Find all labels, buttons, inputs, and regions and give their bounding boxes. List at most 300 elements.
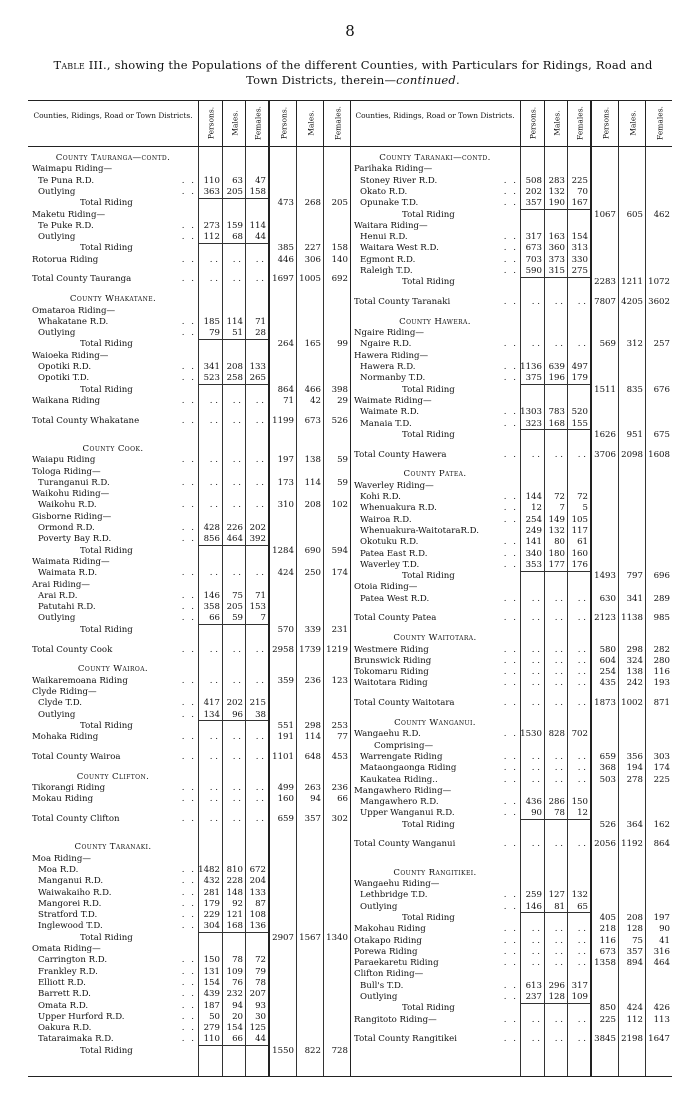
cell-males: 78 — [554, 808, 565, 819]
table-row — [28, 687, 350, 698]
table-row — [28, 294, 350, 305]
total-males: 1002 — [621, 698, 643, 709]
row-label: Tokomaru Riding — [354, 667, 429, 678]
table-row — [28, 1001, 350, 1012]
leader-dots: . . — [503, 644, 518, 655]
total-males: 236 — [304, 675, 321, 686]
cell-females: 61 — [577, 537, 588, 548]
leader-dots: . . — [503, 935, 518, 946]
table-row — [28, 865, 350, 876]
empty-cell-dots: . . — [255, 254, 264, 265]
header-persons-b: Persons. — [268, 101, 298, 146]
table-row — [28, 921, 350, 932]
cell-males: 360 — [548, 243, 565, 254]
cell-persons: 673 — [525, 243, 542, 254]
row-label: Total Riding — [402, 912, 455, 923]
row-label: Total Riding — [80, 1045, 133, 1056]
row-label: Maketu Riding— — [32, 209, 106, 220]
total-persons: 604 — [599, 655, 616, 666]
cell-persons: 131 — [203, 966, 220, 977]
row-label: Porewa Riding — [354, 946, 418, 957]
row-label: Total Riding — [402, 571, 455, 582]
empty-cell-dots: . . — [577, 678, 586, 689]
leader-dots: . . — [181, 675, 196, 686]
leader-dots: . . — [181, 534, 196, 545]
header-persons-b: Persons. — [590, 101, 620, 146]
cell-persons: 613 — [525, 980, 542, 991]
row-label: Raleigh T.D. — [360, 266, 413, 276]
right-half — [350, 101, 672, 1076]
cell-females: 87 — [255, 898, 266, 909]
row-label: Mataongaonga Riding — [360, 763, 457, 774]
table-row — [28, 1012, 350, 1023]
subtotal-rule — [198, 198, 268, 199]
table-row — [350, 255, 672, 266]
table-row — [28, 710, 350, 721]
cell-males: 68 — [232, 232, 243, 243]
table-row — [28, 1034, 350, 1045]
empty-cell-dots: . . — [209, 395, 218, 406]
empty-cell-dots: . . — [209, 500, 218, 511]
total-males: 263 — [304, 782, 321, 793]
total-males: 138 — [304, 455, 321, 466]
row-label: Manaia T.D. — [360, 418, 412, 429]
cell-males: 59 — [232, 613, 243, 624]
empty-cell-dots: . . — [232, 455, 241, 466]
leader-dots: . . — [181, 455, 196, 466]
table-row — [28, 362, 350, 373]
cell-persons: 341 — [203, 362, 220, 373]
row-label: Henui R.D. — [360, 232, 408, 243]
total-females: 728 — [331, 1045, 348, 1056]
empty-cell-dots: . . — [577, 751, 586, 762]
table-row — [350, 741, 672, 752]
row-label: Outlying — [38, 328, 76, 339]
cell-persons: 90 — [531, 808, 542, 819]
total-persons: 551 — [277, 720, 294, 731]
total-persons: 2907 — [272, 932, 294, 943]
row-label: Opunake T.D. — [360, 198, 419, 209]
cell-males: 114 — [226, 316, 243, 327]
total-persons: 424 — [277, 568, 294, 579]
leader-dots: . . — [181, 254, 196, 265]
table-row — [350, 698, 672, 709]
row-label: Ngaire R.D. — [360, 339, 412, 350]
leader-dots: . . — [181, 751, 196, 762]
row-label: Normanby T.D. — [360, 373, 426, 384]
total-females: 162 — [653, 819, 670, 830]
table-row — [28, 467, 350, 478]
total-females: 29 — [337, 395, 348, 406]
cell-persons: 508 — [525, 175, 542, 186]
total-males: 227 — [304, 243, 321, 254]
total-males: 1567 — [299, 932, 321, 943]
leader-dots: . . — [503, 254, 518, 265]
cell-males: 639 — [548, 362, 565, 373]
county-heading: County Taranaki. — [74, 842, 152, 853]
table-row — [350, 879, 672, 890]
leader-dots: . . — [503, 890, 518, 901]
table-row — [28, 396, 350, 407]
cell-females: 497 — [571, 362, 588, 373]
empty-cell-dots: . . — [577, 655, 586, 666]
table-row — [350, 232, 672, 243]
table-row — [350, 752, 672, 763]
total-males: 1138 — [621, 613, 643, 624]
leader-dots: . . — [181, 794, 196, 805]
leader-dots: . . — [503, 514, 518, 525]
row-label: Te Puna R.D. — [38, 175, 95, 186]
table-row — [350, 902, 672, 913]
total-males: 605 — [626, 209, 643, 220]
row-label: Te Puke R.D. — [38, 220, 94, 231]
table-row — [28, 664, 350, 675]
total-males: 822 — [304, 1045, 321, 1056]
county-heading: County Wanganui. — [394, 718, 476, 728]
total-females: 398 — [331, 384, 348, 395]
table-row — [350, 645, 672, 656]
cell-persons: 436 — [525, 797, 542, 808]
row-label: Paraekaretu Riding — [354, 958, 439, 969]
empty-cell-dots: . . — [232, 415, 241, 426]
row-label: Waimata R.D. — [38, 568, 98, 579]
total-males: 94 — [310, 794, 321, 805]
total-males: 357 — [626, 946, 643, 957]
cell-males: 168 — [548, 418, 565, 429]
table-row — [350, 1034, 672, 1045]
total-females: 696 — [653, 571, 670, 582]
empty-cell-dots: . . — [232, 675, 241, 686]
empty-cell-dots: . . — [577, 946, 586, 957]
table-row — [28, 1046, 350, 1057]
row-label: Total Riding — [402, 209, 455, 220]
cell-females: 44 — [255, 232, 266, 243]
row-label: Turanganui R.D. — [38, 477, 110, 488]
table-row — [350, 868, 672, 879]
table-row — [350, 210, 672, 221]
row-label: Omata Riding— — [32, 944, 101, 954]
table-row — [350, 373, 672, 384]
cell-males: 148 — [226, 887, 243, 898]
row-label: Okotuku R.D. — [360, 537, 419, 548]
cell-persons: 432 — [203, 876, 220, 887]
table-row — [350, 187, 672, 198]
table-row — [350, 763, 672, 774]
table-row — [350, 362, 672, 373]
table-row — [28, 339, 350, 350]
row-label: Opotiki T.D. — [38, 373, 90, 384]
total-males: 673 — [304, 415, 321, 426]
row-label: Total County Whakatane — [32, 415, 140, 426]
leader-dots: . . — [503, 362, 518, 373]
row-label: Clifton Riding— — [354, 969, 424, 980]
row-label: Otakapo Riding — [354, 935, 422, 946]
caption-lead: Table III. — [53, 58, 107, 72]
row-label: Kaukatea Riding.. — [360, 774, 438, 785]
row-label: Total County Rangitikei — [354, 1034, 457, 1045]
cell-females: 153 — [249, 602, 266, 613]
total-females: 99 — [337, 339, 348, 350]
empty-cell-dots: . . — [232, 274, 241, 285]
table-row — [350, 797, 672, 808]
total-males: 951 — [626, 429, 643, 440]
total-persons: 116 — [599, 935, 616, 946]
table-row — [28, 455, 350, 466]
total-persons: 2056 — [594, 839, 616, 850]
row-label: Outlying — [360, 992, 398, 1003]
total-males: 1739 — [299, 644, 321, 655]
table-row — [350, 613, 672, 624]
empty-cell-dots: . . — [531, 751, 540, 762]
empty-cell-dots: . . — [531, 613, 540, 624]
cell-persons: 358 — [203, 602, 220, 613]
empty-cell-dots: . . — [577, 644, 586, 655]
empty-cell-dots: . . — [577, 339, 586, 350]
empty-cell-dots: . . — [232, 794, 241, 805]
cell-persons: 146 — [203, 590, 220, 601]
row-label: Total Riding — [80, 624, 133, 635]
subtotal-rule — [520, 277, 590, 278]
cell-persons: 187 — [203, 1000, 220, 1011]
table-row — [28, 732, 350, 743]
empty-cell-dots: . . — [255, 415, 264, 426]
total-males: 341 — [626, 593, 643, 604]
table-row — [350, 981, 672, 992]
table-row — [28, 557, 350, 568]
total-persons: 3706 — [594, 449, 616, 460]
cell-males: 258 — [226, 373, 243, 384]
row-label: Parihaka Riding— — [354, 164, 433, 175]
total-males: 114 — [304, 477, 321, 488]
cell-males: 205 — [226, 186, 243, 197]
table-row — [28, 933, 350, 944]
total-persons: 526 — [599, 819, 616, 830]
cell-females: 275 — [571, 266, 588, 276]
cell-males: 76 — [232, 977, 243, 988]
county-heading: County Tauranga—contd. — [55, 153, 171, 163]
table-row — [28, 721, 350, 732]
county-heading: County Wairoa. — [77, 664, 149, 675]
table-row — [350, 560, 672, 571]
total-females: 1608 — [648, 449, 670, 460]
table-row — [28, 772, 350, 783]
leader-dots: . . — [181, 477, 196, 488]
table-row — [28, 842, 350, 853]
cell-persons: 112 — [203, 232, 220, 243]
total-males: 357 — [304, 814, 321, 825]
row-label: Bull's T.D. — [360, 980, 404, 991]
cell-persons: 439 — [203, 989, 220, 1000]
leader-dots: . . — [181, 1011, 196, 1022]
subtotal-rule — [198, 720, 268, 721]
cell-males: 66 — [232, 1034, 243, 1045]
cell-males: 177 — [548, 559, 565, 570]
subtotal-rule — [198, 384, 268, 385]
row-label: Upper Hurford R.D. — [38, 1011, 125, 1022]
cell-persons: 79 — [209, 328, 220, 339]
table-row — [28, 568, 350, 579]
row-label: Hawera Riding— — [354, 350, 429, 361]
leader-dots: . . — [503, 958, 518, 969]
total-persons: 368 — [599, 763, 616, 774]
total-females: 985 — [653, 613, 670, 624]
cell-males: 78 — [232, 955, 243, 966]
total-males: 797 — [626, 571, 643, 582]
table-row — [350, 820, 672, 831]
table-row — [350, 198, 672, 209]
total-females: 3602 — [648, 297, 670, 308]
total-males: 298 — [626, 644, 643, 655]
total-males: 194 — [626, 763, 643, 774]
cell-females: 38 — [255, 709, 266, 720]
table-row — [350, 221, 672, 232]
row-label: Stoney River R.D. — [360, 175, 438, 186]
table-row — [350, 266, 672, 277]
table-row — [28, 955, 350, 966]
leader-dots: . . — [181, 395, 196, 406]
total-males: 208 — [304, 500, 321, 511]
cell-males: 51 — [232, 328, 243, 339]
table-row — [28, 444, 350, 455]
table-row — [350, 164, 672, 175]
leader-dots: . . — [503, 901, 518, 912]
cell-persons: 428 — [203, 523, 220, 534]
table-row — [350, 537, 672, 548]
page-number: 8 — [345, 22, 355, 40]
cell-males: 7 — [559, 503, 565, 514]
row-label: Outlying — [38, 613, 76, 624]
cell-persons: 279 — [203, 1023, 220, 1034]
cell-females: 204 — [249, 876, 266, 887]
subtotal-rule — [198, 243, 268, 244]
leader-dots: . . — [181, 864, 196, 875]
leader-dots: . . — [503, 593, 518, 604]
leader-dots: . . — [181, 709, 196, 720]
total-persons: 225 — [599, 1014, 616, 1025]
empty-cell-dots: . . — [209, 782, 218, 793]
table-row — [350, 469, 672, 480]
table-row — [350, 277, 672, 288]
empty-cell-dots: . . — [577, 1014, 586, 1025]
total-persons: 446 — [277, 254, 294, 265]
total-persons: 1199 — [272, 415, 294, 426]
cell-females: 158 — [249, 186, 266, 197]
total-persons: 218 — [599, 924, 616, 935]
row-label: Whakatane R.D. — [38, 316, 109, 327]
cell-females: 202 — [249, 523, 266, 534]
empty-cell-dots: . . — [531, 297, 540, 308]
empty-cell-dots: . . — [531, 678, 540, 689]
leader-dots: . . — [503, 548, 518, 559]
table-row — [350, 678, 672, 689]
left-half — [28, 101, 351, 1076]
table-row — [350, 890, 672, 901]
total-females: 193 — [653, 678, 670, 689]
header-females-a: Females. — [567, 101, 591, 146]
empty-cell-dots: . . — [554, 763, 563, 774]
table-row — [350, 913, 672, 924]
total-females: 66 — [337, 794, 348, 805]
table-row — [28, 232, 350, 243]
total-persons: 569 — [599, 339, 616, 350]
header-name: Counties, Ridings, Road or Town Districts. — [355, 111, 515, 120]
cell-females: 72 — [577, 492, 588, 502]
cell-persons: 50 — [209, 1011, 220, 1022]
cell-males: 190 — [548, 198, 565, 209]
row-label: Outlying — [38, 186, 76, 197]
empty-cell-dots: . . — [577, 613, 586, 624]
right-header — [350, 101, 672, 147]
table-row — [28, 210, 350, 221]
leader-dots: . . — [503, 243, 518, 254]
total-males: 75 — [632, 935, 643, 946]
table-row — [350, 297, 672, 308]
row-label: Waiwakaiho R.D. — [38, 887, 112, 898]
row-label: Waioeka Riding— — [32, 350, 109, 361]
row-label: Total Riding — [80, 339, 133, 350]
cell-females: 225 — [571, 175, 588, 186]
cell-males: 109 — [226, 966, 243, 977]
empty-cell-dots: . . — [577, 698, 586, 709]
row-label: Mangawhero Riding— — [354, 785, 452, 796]
total-females: 594 — [331, 545, 348, 556]
total-persons: 499 — [277, 782, 294, 793]
subtotal-rule — [520, 429, 590, 430]
row-label: Tikorangi Riding — [32, 782, 106, 793]
empty-cell-dots: . . — [554, 593, 563, 604]
empty-cell-dots: . . — [554, 1034, 563, 1045]
table-row — [28, 854, 350, 865]
subtotal-rule — [520, 912, 590, 913]
table-row — [28, 989, 350, 1000]
table-row — [28, 888, 350, 899]
empty-cell-dots: . . — [232, 500, 241, 511]
cell-persons: 340 — [525, 548, 542, 559]
table-row — [28, 176, 350, 187]
total-males: 339 — [304, 624, 321, 635]
empty-cell-dots: . . — [554, 667, 563, 678]
county-heading: County Rangitikei. — [393, 867, 477, 878]
empty-cell-dots: . . — [577, 924, 586, 935]
total-females: 174 — [331, 568, 348, 579]
cell-males: 232 — [226, 989, 243, 1000]
leader-dots: . . — [503, 266, 518, 276]
cell-persons: 703 — [525, 254, 542, 265]
total-females: 462 — [653, 209, 670, 220]
total-females: 282 — [653, 644, 670, 655]
cell-persons: 12 — [531, 503, 542, 514]
empty-cell-dots: . . — [209, 675, 218, 686]
empty-cell-dots: . . — [577, 774, 586, 785]
table-row — [350, 969, 672, 980]
total-persons: 264 — [277, 339, 294, 350]
empty-cell-dots: . . — [232, 814, 241, 825]
total-persons: 1493 — [594, 571, 616, 582]
table-row — [28, 783, 350, 794]
total-females: 464 — [653, 958, 670, 969]
cell-males: 121 — [226, 910, 243, 921]
leader-dots: . . — [503, 678, 518, 689]
total-females: 426 — [653, 1003, 670, 1014]
cell-males: 783 — [548, 407, 565, 418]
cell-males: 196 — [548, 373, 565, 384]
table-row — [28, 613, 350, 624]
cell-males: 159 — [226, 220, 243, 231]
leader-dots: . . — [181, 220, 196, 231]
row-label: Mangawhero R.D. — [360, 797, 439, 808]
cell-females: 520 — [571, 407, 588, 418]
empty-cell-dots: . . — [255, 477, 264, 488]
